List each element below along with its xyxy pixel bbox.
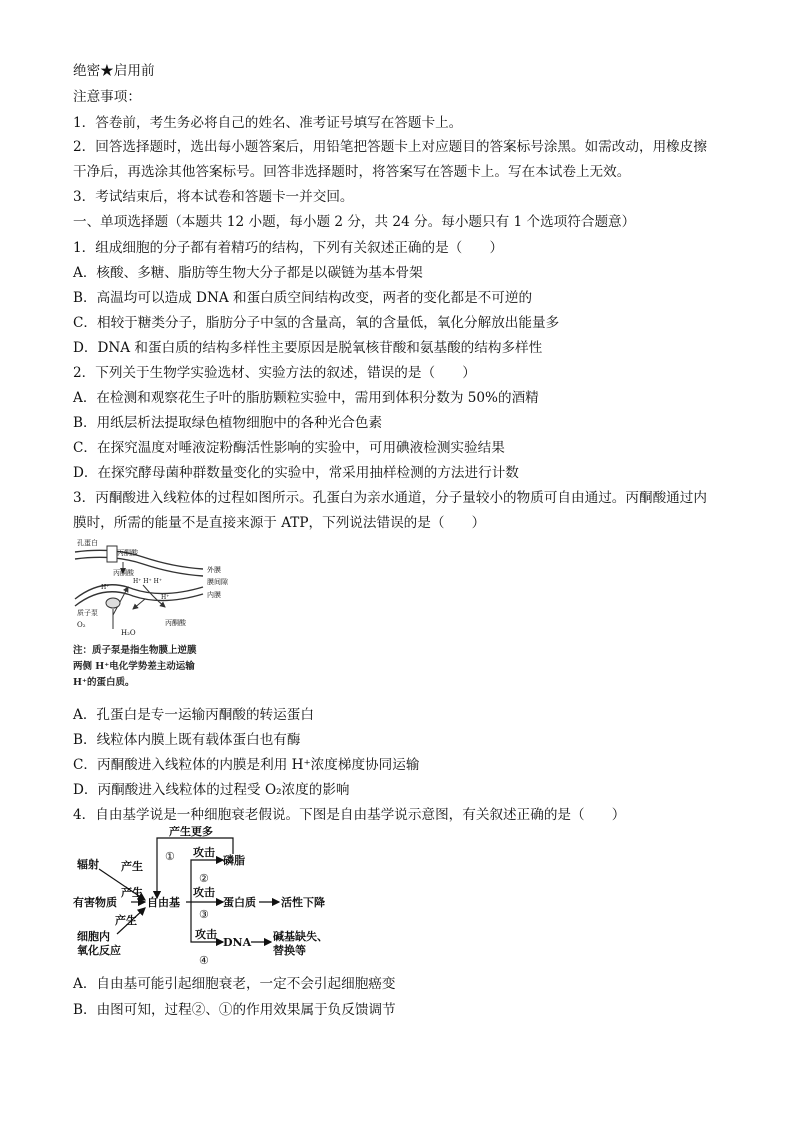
notice-item-3: 3．考试结束后，将本试卷和答题卡一并交回。 xyxy=(73,189,354,205)
intermembrane-space-label: 膜间隙 xyxy=(207,578,228,586)
mitochondria-membrane-figure xyxy=(73,537,233,642)
q3-stem-line-2: 膜时，所需的能量不是直接来源于 ATP，下列说法错误的是（ ） xyxy=(73,515,486,531)
q2-option-b: B．用纸层析法提取绿色植物细胞中的各种光合色素 xyxy=(73,415,383,431)
notice-item-2-cont: 干净后，再选涂其他答案标号。回答非选择题时，将答案写在答题卡上。写在本试卷上无效。 xyxy=(73,164,631,180)
q1-stem: 1．组成细胞的分子都有着精巧的结构，下列有关叙述正确的是（ ） xyxy=(73,240,504,256)
attack-label-3: 攻击 xyxy=(195,928,217,941)
figure-note-line-2: 两侧 H⁺电化学势差主动运输 xyxy=(73,661,195,672)
proton-pump-label: 质子泵 xyxy=(77,609,98,617)
activity-decline-label: 活性下降 xyxy=(281,896,325,909)
inner-membrane-label: 内膜 xyxy=(207,591,221,599)
q2-stem: 2．下列关于生物学实验选材、实验方法的叙述，错误的是（ ） xyxy=(73,365,476,381)
phospholipid-label: 磷脂 xyxy=(223,854,245,867)
produce-label-2: 产生 xyxy=(121,886,143,899)
pyruvate-label-mid: 丙酮酸 xyxy=(113,569,134,577)
q4-option-b: B．由图可知，过程②、①的作用效果属于负反馈调节 xyxy=(73,1002,396,1018)
step-1-label: ① xyxy=(165,850,175,863)
figure-note-line-3: H⁺的蛋白质。 xyxy=(73,677,135,688)
q2-option-c: C．在探究温度对唾液淀粉酶活性影响的实验中，可用碘液检测实验结果 xyxy=(73,440,505,456)
notice-item-2: 2．回答选择题时，选出每小题答案后，用铅笔把答题卡上对应题目的答案标号涂黑。如需改动，用橡皮擦 xyxy=(73,139,707,155)
h-ions-label: H⁺ H⁺ H⁺ xyxy=(133,578,163,585)
notice-title: 注意事项： xyxy=(73,89,141,105)
notice-item-1: 1．答卷前，考生务必将自己的姓名、准考证号填写在答题卡上。 xyxy=(73,115,463,131)
o2-label: O₂ xyxy=(77,621,86,629)
cell-oxidation-label-2: 氧化反应 xyxy=(77,944,121,957)
q3-option-a: A．孔蛋白是专一运输丙酮酸的转运蛋白 xyxy=(73,707,314,723)
figure-note-line-1: 注：质子泵是指生物膜上逆膜 xyxy=(73,645,197,656)
h-ion-right-label: H⁺ xyxy=(161,594,170,601)
base-change-label-1: 碱基缺失、 xyxy=(273,930,328,943)
base-change-label-2: 替换等 xyxy=(273,944,306,957)
section-title: 一、单项选择题（本题共 12 小题，每小题 2 分，共 24 分。每小题只有 1 个选项符合题意） xyxy=(73,214,636,230)
step-3-label: ③ xyxy=(199,908,209,921)
free-radical-label: 自由基 xyxy=(147,896,180,909)
q1-option-b: B．高温均可以造成 DNA 和蛋白质空间结构改变，两者的变化都是不可逆的 xyxy=(73,290,533,306)
q3-stem-line-1: 3．丙酮酸进入线粒体的过程如图所示。孔蛋白为亲水通道，分子量较小的物质可自由通过。丙酮酸通过内 xyxy=(73,490,707,506)
q3-option-d: D．丙酮酸进入线粒体的过程受 O₂浓度的影响 xyxy=(73,782,350,798)
dna-label: DNA xyxy=(223,936,252,949)
q2-option-d: D．在探究酵母菌种群数量变化的实验中，常采用抽样检测的方法进行计数 xyxy=(73,465,519,481)
q1-option-a: A．核酸、多糖、脂肪等生物大分子都是以碳链为基本骨架 xyxy=(73,265,423,281)
h-ion-left-label: H⁺ xyxy=(101,584,110,591)
attack-label-2: 攻击 xyxy=(193,886,215,899)
q1-option-d: D．DNA 和蛋白质的结构多样性主要原因是脱氧核苷酸和氨基酸的结构多样性 xyxy=(73,340,543,356)
q4-stem: 4．自由基学说是一种细胞衰老假说。下图是自由基学说示意图，有关叙述正确的是（ ） xyxy=(73,807,626,823)
pyruvate-label-top: 丙酮酸 xyxy=(117,549,138,557)
porin-label: 孔蛋白 xyxy=(77,539,98,547)
pyruvate-label-bottom: 丙酮酸 xyxy=(165,619,186,627)
attack-label-1: 攻击 xyxy=(193,846,215,859)
secret-label: 绝密★启用前 xyxy=(73,63,155,79)
q1-option-c: C．相较于糖类分子，脂肪分子中氢的含量高，氧的含量低，氧化分解放出能量多 xyxy=(73,315,560,331)
produce-label-1: 产生 xyxy=(121,860,143,873)
harmful-substance-label: 有害物质 xyxy=(73,896,117,909)
step-4-label: ④ xyxy=(199,954,209,967)
step-2-label: ② xyxy=(199,872,209,885)
h2o-label: H₂O xyxy=(121,629,136,637)
q3-option-c: C．丙酮酸进入线粒体的内膜是利用 H⁺浓度梯度协同运输 xyxy=(73,757,420,773)
outer-membrane-label: 外膜 xyxy=(207,566,221,574)
produce-label-3: 产生 xyxy=(115,914,137,927)
free-radical-diagram xyxy=(73,826,333,970)
q4-option-a: A．自由基可能引起细胞衰老，一定不会引起细胞癌变 xyxy=(73,976,396,992)
more-label: 产生更多 xyxy=(169,826,213,838)
cell-oxidation-label-1: 细胞内 xyxy=(77,930,110,943)
protein-label: 蛋白质 xyxy=(223,896,256,909)
radiation-label: 辐射 xyxy=(77,858,99,871)
q2-option-a: A．在检测和观察花生子叶的脂肪颗粒实验中，需用到体积分数为 50%的酒精 xyxy=(73,390,539,406)
q3-option-b: B．线粒体内膜上既有载体蛋白也有酶 xyxy=(73,732,301,748)
